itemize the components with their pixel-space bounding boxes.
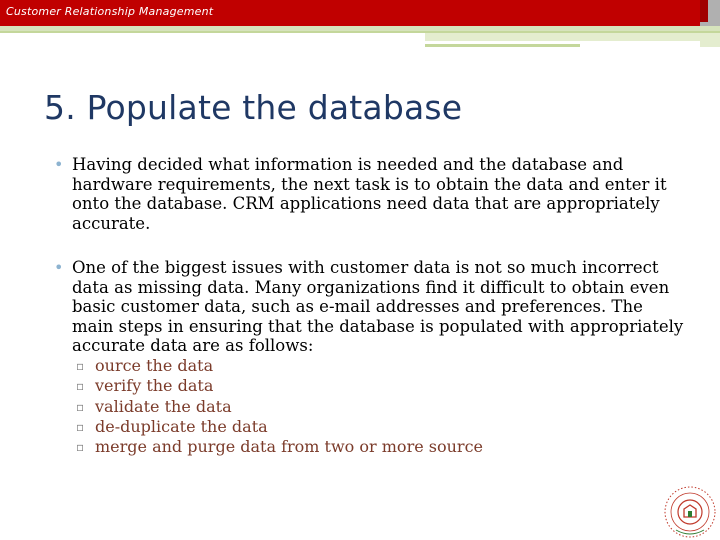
sub-bullet-text: merge and purge data from two or more source: [95, 437, 483, 457]
sub-bullet-text: validate the data: [95, 396, 232, 416]
green-stripe-corner: [700, 33, 720, 47]
bullet-item: [56, 155, 686, 233]
square-bullet-icon: ▫: [76, 359, 85, 373]
square-bullet-icon: ▫: [76, 440, 85, 455]
bullet-item: [56, 258, 686, 356]
sub-bullet-item: [76, 356, 636, 376]
header-bar: [0, 0, 700, 26]
sub-bullet-list: [76, 356, 636, 457]
university-seal-icon: [662, 484, 718, 540]
white-stripe-right: [425, 41, 665, 43]
sub-bullet-text: ource the data: [95, 356, 214, 375]
header-corner-accent: [700, 0, 708, 22]
sub-bullet-item: [76, 397, 636, 417]
bullet-marker-icon: •: [54, 258, 64, 277]
bullet-text: Having decided what information is needed and the database and hardware requirements, the next task is to obtain the data and enter it onto the database. CRM applications need data that are appropriately accurate.: [72, 155, 667, 233]
header-title: Customer Relationship Management: [6, 5, 214, 18]
green-stripe-short: [425, 44, 580, 47]
sub-bullet-item: [76, 437, 636, 457]
square-bullet-icon: ▫: [76, 419, 85, 434]
sub-bullet-text: verify the data: [95, 376, 214, 396]
slide-title: 5. Populate the database: [44, 88, 463, 127]
green-stripe-right: [425, 33, 720, 41]
sub-bullet-item: [76, 417, 636, 437]
sub-bullet-item: [76, 376, 636, 396]
sub-bullet-text: de-duplicate the data: [95, 416, 268, 436]
square-bullet-icon: ▫: [76, 399, 85, 414]
square-bullet-icon: ▫: [76, 379, 85, 394]
bullet-text: One of the biggest issues with customer data is not so much incorrect data as missing data. Many organizations find it difficult to obtain even basic customer data, such as e-mail addresses and preferences. The main steps in ensuring that the database is populated with appropriately accurate data are as follows:: [72, 258, 684, 356]
bullet-marker-icon: •: [54, 155, 64, 174]
